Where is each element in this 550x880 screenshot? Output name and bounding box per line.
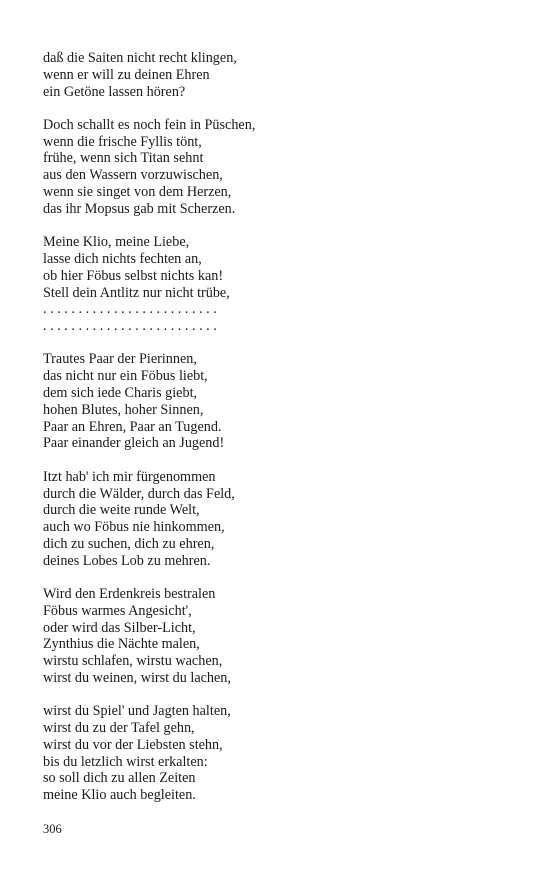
poem-line: aus den Wassern vorzuwischen, bbox=[43, 167, 223, 184]
poem-line: bis du letzlich wirst erkalten: bbox=[43, 753, 208, 770]
poem-line: wirst du Spiel' und Jagten halten, bbox=[43, 703, 231, 720]
poem-line: Paar an Ehren, Paar an Tugend. bbox=[43, 418, 222, 435]
ellipsis-line: . . . . . . . . . . . . . . . . . . . . . . . . . bbox=[43, 318, 217, 335]
poem-line: Stell dein Antlitz nur nicht trübe, bbox=[43, 284, 230, 301]
poem-line: meine Klio auch begleiten. bbox=[43, 787, 196, 804]
poem-line: so soll dich zu allen Zeiten bbox=[43, 770, 196, 787]
stanza-5 bbox=[43, 469, 513, 570]
poem-line: wirst du weinen, wirst du lachen, bbox=[43, 670, 231, 686]
stanza-6 bbox=[43, 586, 513, 687]
poem-line: Wird den Erdenkreis bestralen bbox=[43, 586, 216, 603]
poem-line: dem sich iede Charis giebt, bbox=[43, 385, 198, 402]
poem-line: das ihr Mopsus gab mit Scherzen. bbox=[43, 200, 236, 217]
poem-line: Zynthius die Nächte malen, bbox=[43, 636, 200, 653]
poem-line: wenn sie singet von dem Herzen, bbox=[43, 184, 232, 201]
poem-line: Doch schallt es noch fein in Püschen, bbox=[43, 116, 256, 133]
poem-line: hohen Blutes, hoher Sinnen, bbox=[43, 401, 204, 418]
stanza-3 bbox=[43, 234, 513, 335]
poem-line: wenn er will zu deinen Ehren bbox=[43, 66, 210, 83]
stanza-2 bbox=[43, 117, 513, 218]
stanza-4 bbox=[43, 351, 513, 452]
poem-line: wirst du vor der Liebsten stehn, bbox=[43, 736, 223, 753]
poem-line: Trautes Paar der Pierinnen, bbox=[43, 351, 197, 368]
ellipsis-line: . . . . . . . . . . . . . . . . . . . . . . . . . bbox=[43, 301, 217, 318]
poem-line: oder wird das Silber-Licht, bbox=[43, 619, 196, 636]
poem-line: ob hier Föbus selbst nichts kan! bbox=[43, 267, 224, 284]
page-number: 306 bbox=[43, 822, 62, 836]
poem-line: deines Lobes Lob zu mehren. bbox=[43, 552, 211, 569]
poem-line: wenn die frische Fyllis tönt, bbox=[43, 133, 202, 150]
poem-line: durch die Wälder, durch das Feld, bbox=[43, 485, 235, 502]
poem-line: wirstu schlafen, wirstu wachen, bbox=[43, 653, 223, 670]
stanza-7 bbox=[43, 703, 513, 804]
poem-line: Paar einander gleich an Jugend! bbox=[43, 435, 225, 452]
poem-line: Föbus warmes Angesicht', bbox=[43, 602, 192, 619]
poem-line: auch wo Föbus nie hinkommen, bbox=[43, 519, 225, 536]
poem-line: Meine Klio, meine Liebe, bbox=[43, 234, 190, 251]
stanza-1 bbox=[43, 50, 513, 100]
poem-line: das nicht nur ein Föbus liebt, bbox=[43, 368, 208, 385]
poem-line: durch die weite runde Welt, bbox=[43, 502, 200, 519]
poem-line: frühe, wenn sich Titan sehnt bbox=[43, 150, 204, 167]
poem-line: daß die Saiten nicht recht klingen, bbox=[43, 50, 237, 66]
poem-line: dich zu suchen, dich zu ehren, bbox=[43, 535, 215, 552]
poem-body bbox=[43, 50, 513, 821]
poem-line: wirst du zu der Tafel gehn, bbox=[43, 720, 195, 737]
poem-line: Itzt hab' ich mir fürgenommen bbox=[43, 468, 216, 485]
poem-line: lasse dich nichts fechten an, bbox=[43, 250, 202, 267]
poem-line: ein Getöne lassen hören? bbox=[43, 83, 186, 100]
